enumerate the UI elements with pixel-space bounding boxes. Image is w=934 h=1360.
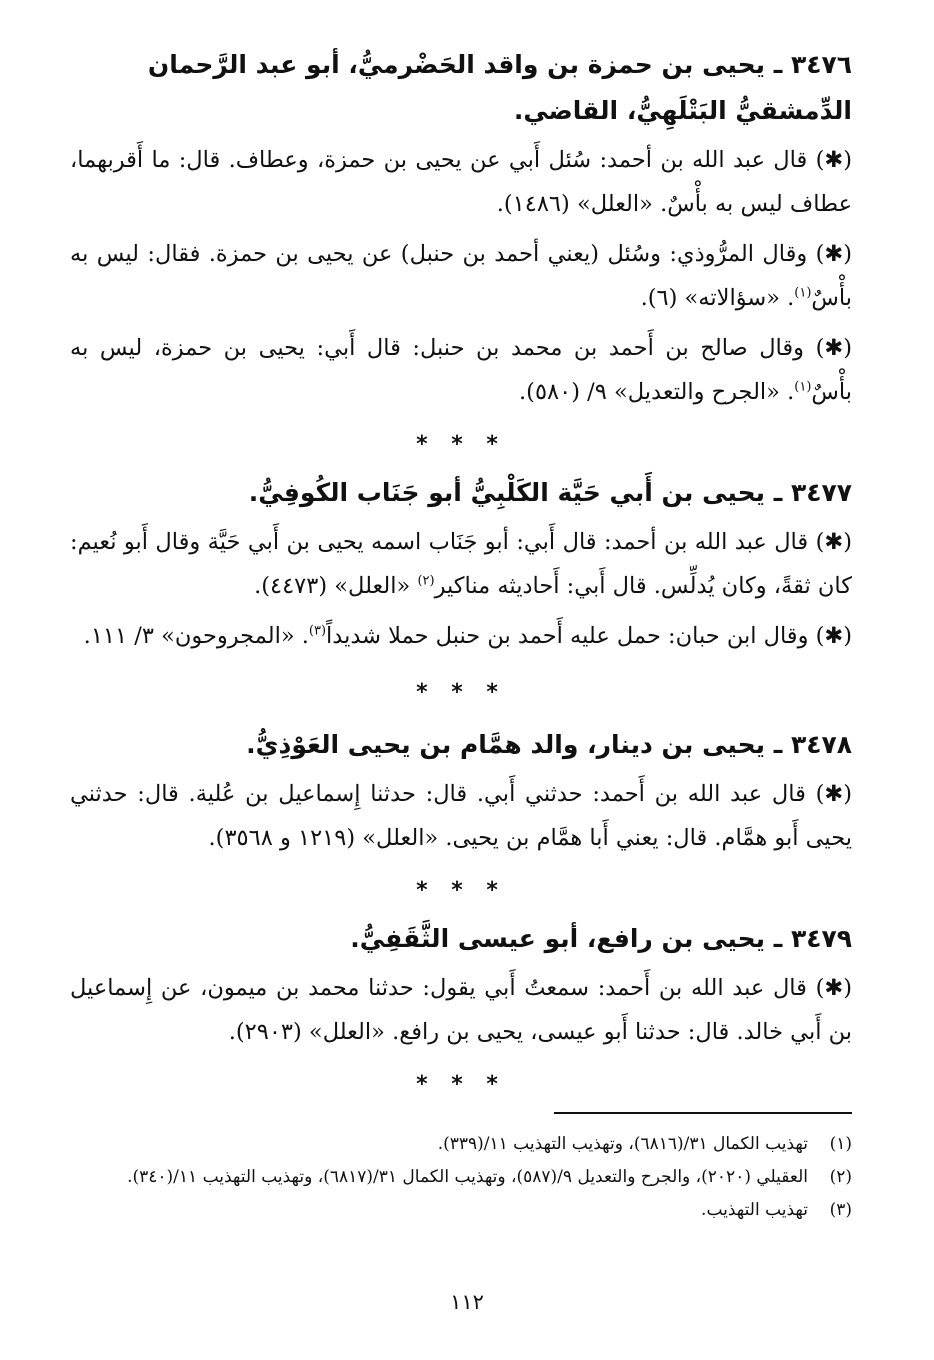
footnote-text: تهذيب التهذيب. (701, 1200, 808, 1220)
entry (70, 470, 852, 658)
footnote-number: (١) (829, 1134, 852, 1154)
entry (70, 42, 852, 414)
footnote-ref: (١) (794, 379, 812, 395)
entry-paragraph: (✱) قال عبد الله بن أَحمد: سمعتُ أَبي يقول: حدثنا محمد بن ميمون، عن إِسماعيل بن أَبي خالد. قال: حدثنا أَبو عيسى، يحيى بن رافع. «العلل» (٢٩٠٣). (70, 975, 852, 1045)
page-number: ١١٢ (450, 1290, 484, 1314)
footnote-ref: (٣) (308, 623, 327, 639)
entry-paragraph: (✱) وقال ابن حبان: حمل عليه أَحمد بن حنبل حملا شديداً$^{(٣)}$. «المجروحون» ٣/ ١١١. (83, 623, 852, 649)
section-divider: * * * (416, 680, 506, 705)
footnote-ref: (٢) (417, 573, 435, 589)
footnotes (78, 1128, 852, 1229)
footnote-text: تهذيب الكمال ٣١/(٦٨١٦)، وتهذيب التهذيب ١١/(٣٣٩). (437, 1134, 808, 1154)
entry-paragraph: (✱) قال عبد الله بن أَحمد: حدثني أَبي. قال: حدثنا إِسماعيل بن عُلية. قال: حدثني يحيى أَبو همَّام. قال: يعني أَبا همَّام بن يحيى. «العلل» (١٢١٩ و ٣٥٦٨). (70, 781, 852, 851)
entry-title: ٣٤٧٩ ـ يحيى بن رافع، أبو عيسى الثَّقَفِيُّ. (350, 924, 852, 953)
footnote (78, 1196, 852, 1225)
entry-title: ٣٤٧٧ ـ يحيى بن أَبي حَيَّة الكَلْبِيُّ أبو جَنَاب الكُوفِيُّ. (248, 478, 852, 507)
entry-paragraph: (✱) وقال المرُّوذي: وسُئل (يعني أحمد بن حنبل) عن يحيى بن حمزة. فقال: ليس به بأْسٌ$^{(١)}$. «سؤالاته» (٦). (70, 241, 852, 311)
entry (70, 916, 852, 1054)
footnote-ref: (١) (794, 285, 812, 301)
footnote-number: (٣) (829, 1200, 852, 1220)
entry-title: ٣٤٧٨ ـ يحيى بن دينار، والد همَّام بن يحيى العَوْذِيُّ. (246, 730, 852, 759)
footnote-separator (554, 1112, 852, 1114)
footnote (78, 1130, 852, 1159)
section-divider: * * * (416, 878, 506, 903)
section-divider: * * * (416, 1072, 506, 1097)
entry (70, 722, 852, 860)
footnote (78, 1163, 852, 1192)
entry-paragraph: (✱) قال عبد الله بن أحمد: سُئل أَبي عن يحيى بن حمزة، وعطاف. قال: ما أَقربهما، عطاف ليس به بأْسٌ. «العلل» (١٤٨٦). (70, 147, 852, 217)
entry-paragraph: (✱) وقال صالح بن أَحمد بن محمد بن حنبل: قال أَبي: يحيى بن حمزة، ليس به بأْسٌ$^{(١)}$. «الجرح والتعديل» ٩/ (٥٨٠). (70, 335, 852, 405)
section-divider: * * * (416, 432, 506, 457)
footnote-number: (٢) (829, 1167, 852, 1187)
entry-title: ٣٤٧٦ ـ يحيى بن حمزة بن واقد الحَضْرميُّ، أبو عبد الرَّحمان الدِّمشقيُّ البَتْلَهِيُّ، القاضي. (147, 50, 852, 125)
entry-paragraph: (✱) قال عبد الله بن أحمد: قال أَبي: أبو جَنَاب اسمه يحيى بن أَبي حَيَّة وقال أَبو نُعيم: كان ثقةً، وكان يُدلِّس. قال أَبي: أَحاديثه مناكير$^{(٢)}$ «العلل» (٤٤٧٣). (70, 529, 852, 599)
footnote-text: العقيلي (٢٠٢٠)، والجرح والتعديل ٩/(٥٨٧)، وتهذيب الكمال ٣١/(٦٨١٧)، وتهذيب التهذيب ١١/(٣٤٠). (127, 1167, 808, 1187)
